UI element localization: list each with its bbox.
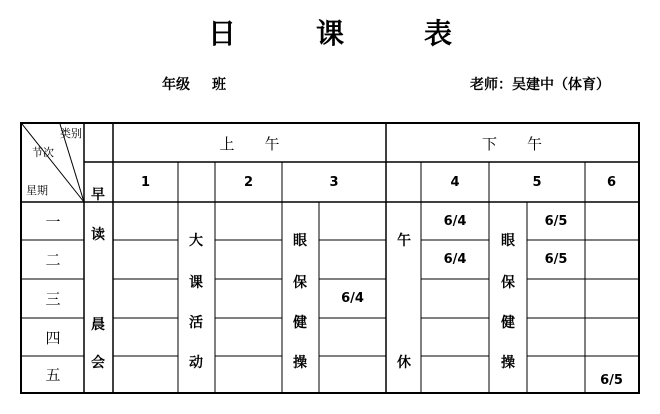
eye-exercise-am-char-3: 健 <box>293 315 307 331</box>
corner-category-label: 类别 <box>60 127 82 140</box>
eye-exercise-am-char-1: 眼 <box>293 233 307 249</box>
big-break-char-2: 课 <box>189 275 203 291</box>
corner-weekday-label: 星期 <box>26 184 48 197</box>
big-break-char-3: 活 <box>189 315 203 331</box>
noon-rest-char-2: 休 <box>397 355 411 371</box>
big-break-char-4: 动 <box>189 355 203 371</box>
header-afternoon: 下 午 <box>481 134 542 153</box>
period-3: 3 <box>329 174 339 190</box>
big-break-char-1: 大 <box>189 233 203 249</box>
grade-class-label: 年级 班 <box>162 77 226 93</box>
morning-meeting-char-2: 会 <box>91 355 105 371</box>
eye-exercise-pm-char-3: 健 <box>501 315 515 331</box>
eye-exercise-pm-char-2: 保 <box>501 275 515 291</box>
schedule-table <box>20 122 640 394</box>
day-thu: 四 <box>45 328 61 347</box>
entry-p6-fri: 6/5 <box>600 373 623 388</box>
page-title: 日 课 表 <box>207 17 453 50</box>
entry-p4-mon: 6/4 <box>443 213 467 229</box>
period-1: 1 <box>140 174 151 190</box>
day-fri: 五 <box>45 365 61 384</box>
noon-rest-char-1: 午 <box>397 233 411 249</box>
entry-p4-tue: 6/4 <box>443 252 467 267</box>
period-5: 5 <box>532 174 542 190</box>
early-reading-char-1: 早 <box>91 187 105 203</box>
period-6: 6 <box>606 174 617 190</box>
corner-period-label: 节次 <box>32 146 54 159</box>
eye-exercise-pm-char-4: 操 <box>501 355 515 371</box>
header-morning: 上 午 <box>219 134 280 153</box>
day-mon: 一 <box>45 212 61 231</box>
early-reading-char-2: 读 <box>91 227 105 243</box>
day-tue: 二 <box>45 251 61 269</box>
morning-meeting-char-1: 晨 <box>91 317 105 333</box>
eye-exercise-am-char-4: 操 <box>293 355 307 371</box>
period-4: 4 <box>450 174 460 190</box>
day-wed: 三 <box>45 290 61 308</box>
entry-p5-tue: 6/5 <box>544 252 568 267</box>
period-2: 2 <box>243 174 254 190</box>
eye-exercise-am-char-2: 保 <box>293 275 307 291</box>
teacher-label: 老师：吴建中（体育） <box>470 77 610 93</box>
eye-exercise-pm-char-1: 眼 <box>501 233 515 249</box>
entry-p5-mon: 6/5 <box>544 213 568 229</box>
entry-p3-wed: 6/4 <box>341 291 364 306</box>
